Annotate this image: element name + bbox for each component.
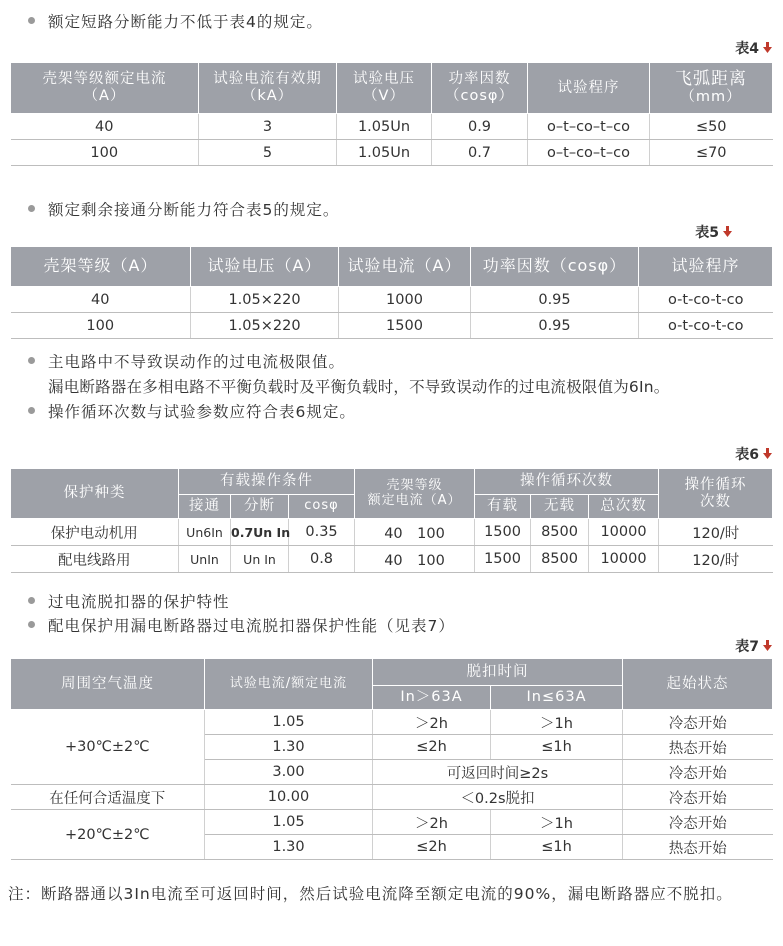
table-cell: ＞1h	[491, 810, 623, 835]
table-cell: 0.95	[471, 313, 639, 339]
footnote: 注：断路器通以3In电流至可返回时间，然后试验电流降至额定电流的90%，漏电断路器应不脱扣。	[8, 885, 733, 903]
table-cell: ＜0.2s脱扣	[373, 785, 623, 810]
table-cell: 1500	[475, 519, 531, 546]
table4-header-cell: 飞弧距离 （mm）	[650, 63, 773, 114]
table-cell: 120/时	[659, 519, 773, 546]
table4-header-cell: 试验电流有效期 （kA）	[199, 63, 337, 114]
table-cell: 120/时	[659, 546, 773, 573]
table4-header-cell: 壳架等级额定电流 （A）	[11, 63, 199, 114]
bullet-overcurrent-detail: 漏电断路器在多相电路不平衡负载时及平衡负载时，不导致误动作的过电流极限值为6In。	[48, 378, 670, 396]
table-cell: ≤1h	[491, 835, 623, 860]
table5-header-cell: 试验电流（A）	[339, 247, 471, 287]
bullet-text: 配电保护用漏电断路器过电流脱扣器保护性能（见表7）	[48, 617, 455, 635]
table-cell: 冷态开始	[623, 760, 773, 785]
table-cell: o–t–co–t–co	[528, 140, 650, 166]
table7-header-row	[11, 659, 773, 686]
bullet-text: 主电路中不导致误动作的过电流极限值。	[48, 353, 346, 371]
table-cell: 3	[199, 114, 337, 140]
table-cell: 1.05×220	[191, 313, 339, 339]
table-cell: 1000	[339, 287, 471, 313]
table6-header-cell: cosφ	[289, 495, 355, 519]
table6-header-cell: 分断	[231, 495, 289, 519]
table-cell: 0.8	[289, 546, 355, 573]
bullet-residual	[28, 198, 339, 220]
bullet-dot	[28, 597, 35, 604]
table6-header-cell: 保护种类	[11, 469, 179, 519]
table7-header-cell: 脱扣时间	[373, 659, 623, 686]
table-cell: o–t–co–t–co	[528, 114, 650, 140]
table-cell: 0.7	[432, 140, 528, 166]
table-cell: 10.00	[205, 785, 373, 810]
down-arrow-icon	[722, 225, 733, 238]
table4-caption	[735, 38, 773, 58]
table-cell: o-t-co-t-co	[639, 313, 773, 339]
caption-text: 表5	[695, 225, 719, 241]
bullet-dot	[28, 17, 35, 24]
table-cell: 40 100	[355, 546, 475, 573]
table-row	[11, 519, 773, 546]
table-cell: 10000	[589, 519, 659, 546]
table-cell: 1.05	[205, 810, 373, 835]
table-cell: 100	[11, 313, 191, 339]
down-arrow-icon	[762, 41, 773, 54]
table6-header-cell: 总次数	[589, 495, 659, 519]
table7	[10, 658, 773, 860]
table6-header-cell: 操作循环 次数	[659, 469, 773, 519]
table6-header-cell: 无载	[531, 495, 589, 519]
table-cell: 配电线路用	[11, 546, 179, 573]
table-cell: ≤2h	[373, 835, 491, 860]
table-cell: 0.35	[289, 519, 355, 546]
table5-header-cell: 壳架等级（A）	[11, 247, 191, 287]
table-cell: 在任何合适温度下	[11, 785, 205, 810]
table-cell: ≤2h	[373, 735, 491, 760]
table-cell: 1.05	[205, 710, 373, 735]
table-cell: 40 100	[355, 519, 475, 546]
table-row	[11, 710, 773, 735]
table-cell: 保护电动机用	[11, 519, 179, 546]
table-cell: 可返回时间≥2s	[373, 760, 623, 785]
table-row	[11, 313, 773, 339]
table-cell: ≤50	[650, 114, 773, 140]
table-cell: 5	[199, 140, 337, 166]
table-cell: 8500	[531, 519, 589, 546]
table-cell: 1.05Un	[337, 140, 432, 166]
table7-header-cell: In＞63A	[373, 686, 491, 710]
caption-text: 表4	[735, 41, 759, 57]
table-row	[11, 287, 773, 313]
table-row	[11, 810, 773, 835]
table6-header-row	[11, 469, 773, 495]
table6-header-cell: 接通	[179, 495, 231, 519]
bullet-operation-cycles	[28, 400, 356, 422]
table-cell: ≤1h	[491, 735, 623, 760]
table-row	[11, 546, 773, 573]
table-cell: 热态开始	[623, 735, 773, 760]
table4-header-row	[11, 63, 773, 114]
table5-header-cell: 功率因数（cosφ）	[471, 247, 639, 287]
table6-header-cell: 壳架等级 额定电流（A）	[355, 469, 475, 519]
down-arrow-icon	[762, 447, 773, 460]
table-cell: UnIn	[179, 546, 231, 573]
table-cell: 40	[11, 114, 199, 140]
bullet-text: 额定剩余接通分断能力符合表5的规定。	[48, 201, 340, 219]
bullet-text: 操作循环次数与试验参数应符合表6规定。	[48, 403, 356, 421]
table6-caption	[735, 444, 773, 464]
table7-header-cell: 起始状态	[623, 659, 773, 710]
bullet-trip-performance	[28, 614, 455, 636]
bullet-dot	[28, 357, 35, 364]
table-cell: 100	[11, 140, 199, 166]
table4-header-cell: 试验程序	[528, 63, 650, 114]
table-cell: 8500	[531, 546, 589, 573]
table-cell: 冷态开始	[623, 810, 773, 835]
table-row	[11, 140, 773, 166]
table5	[10, 246, 773, 339]
table-cell: Un In	[231, 546, 289, 573]
table-cell: 3.00	[205, 760, 373, 785]
bullet-text: 过电流脱扣器的保护特性	[48, 593, 230, 611]
table-cell: 热态开始	[623, 835, 773, 860]
table-cell: ＞2h	[373, 810, 491, 835]
table-cell: 1.05×220	[191, 287, 339, 313]
table4-header-cell: 试验电压 （V）	[337, 63, 432, 114]
table-cell: 1500	[339, 313, 471, 339]
table-cell: Un6In	[179, 519, 231, 546]
table6	[10, 468, 773, 573]
table-cell: 0.7Un In	[231, 519, 289, 546]
bullet-dot	[28, 205, 35, 212]
caption-text: 表7	[735, 639, 759, 655]
table5-header-cell: 试验程序	[639, 247, 773, 287]
table-cell: +20℃±2℃	[11, 810, 205, 860]
table-cell: 10000	[589, 546, 659, 573]
table-row	[11, 785, 773, 810]
bullet-overcurrent-limit	[28, 350, 345, 372]
table-cell: o-t-co-t-co	[639, 287, 773, 313]
table7-caption	[735, 636, 773, 656]
table-cell: 0.9	[432, 114, 528, 140]
bullet-trip-characteristic	[28, 590, 230, 612]
table-cell: 冷态开始	[623, 785, 773, 810]
table5-caption	[695, 222, 733, 242]
table5-header-cell: 试验电压（A）	[191, 247, 339, 287]
bullet-dot	[28, 407, 35, 414]
table7-header-cell: 试验电流/额定电流	[205, 659, 373, 710]
table-cell: 1500	[475, 546, 531, 573]
table5-header-row	[11, 247, 773, 287]
table-cell: 40	[11, 287, 191, 313]
table-row	[11, 114, 773, 140]
table-cell: 0.95	[471, 287, 639, 313]
bullet-text: 额定短路分断能力不低于表4的规定。	[48, 13, 323, 31]
bullet-dot	[28, 621, 35, 628]
table-cell: ＞1h	[491, 710, 623, 735]
table-cell: 1.30	[205, 735, 373, 760]
bullet-short-circuit	[28, 10, 323, 32]
table6-header-cell: 有载操作条件	[179, 469, 355, 495]
table-cell: ≤70	[650, 140, 773, 166]
table7-header-cell: In≤63A	[491, 686, 623, 710]
table-cell: 1.30	[205, 835, 373, 860]
down-arrow-icon	[762, 639, 773, 652]
table6-header-cell: 有载	[475, 495, 531, 519]
caption-text: 表6	[735, 447, 759, 463]
table4	[10, 62, 773, 166]
table7-header-cell: 周围空气温度	[11, 659, 205, 710]
table-cell: +30℃±2℃	[11, 710, 205, 785]
table6-header-cell: 操作循环次数	[475, 469, 659, 495]
table4-header-cell: 功率因数 （cosφ）	[432, 63, 528, 114]
table-cell: 冷态开始	[623, 710, 773, 735]
table-cell: 1.05Un	[337, 114, 432, 140]
table-cell: ＞2h	[373, 710, 491, 735]
